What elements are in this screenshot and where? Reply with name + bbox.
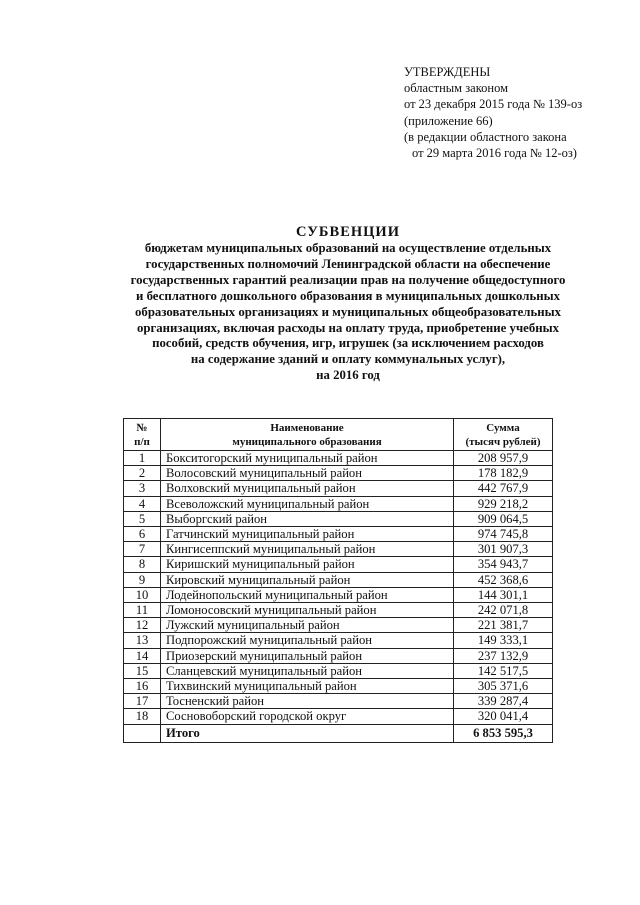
header-number bbox=[124, 419, 161, 451]
row-name: Сосновоборский городской округ bbox=[161, 709, 454, 724]
row-number: 2 bbox=[124, 466, 161, 481]
row-name: Кингисеппский муниципальный район bbox=[161, 542, 454, 557]
approval-stamp bbox=[404, 64, 582, 161]
table-row bbox=[124, 557, 553, 572]
subventions-table bbox=[123, 418, 553, 743]
row-number: 12 bbox=[124, 618, 161, 633]
row-name: Тихвинский муниципальный район bbox=[161, 679, 454, 694]
row-number: 4 bbox=[124, 496, 161, 511]
total-label: Итого bbox=[161, 724, 454, 742]
row-name: Кировский муниципальный район bbox=[161, 572, 454, 587]
title-line: бюджетам муниципальных образований на осуществление отдельных bbox=[144, 241, 552, 255]
row-sum: 974 745,8 bbox=[454, 527, 553, 542]
row-name: Тосненский район bbox=[161, 694, 454, 709]
row-number: 9 bbox=[124, 572, 161, 587]
row-number: 6 bbox=[124, 527, 161, 542]
row-number: 16 bbox=[124, 679, 161, 694]
row-sum: 142 517,5 bbox=[454, 663, 553, 678]
approval-law-line: областным законом bbox=[404, 81, 509, 96]
header-sum-line: (тысяч рублей) bbox=[465, 435, 541, 448]
row-sum: 452 368,6 bbox=[454, 572, 553, 587]
row-number: 17 bbox=[124, 694, 161, 709]
header-number-line: п/п bbox=[134, 435, 150, 448]
row-sum: 320 041,4 bbox=[454, 709, 553, 724]
table-row bbox=[124, 451, 553, 466]
row-name: Волосовский муниципальный район bbox=[161, 466, 454, 481]
row-number: 18 bbox=[124, 709, 161, 724]
row-number: 10 bbox=[124, 587, 161, 602]
header-sum bbox=[454, 419, 553, 451]
table-row bbox=[124, 633, 553, 648]
row-number: 14 bbox=[124, 648, 161, 663]
table-row bbox=[124, 694, 553, 709]
title-subtitle bbox=[80, 241, 616, 384]
table-row bbox=[124, 587, 553, 602]
row-name: Всеволожский муниципальный район bbox=[161, 496, 454, 511]
row-name: Волховский муниципальный район bbox=[161, 481, 454, 496]
row-sum: 242 071,8 bbox=[454, 603, 553, 618]
row-name: Сланцевский муниципальный район bbox=[161, 663, 454, 678]
row-sum: 354 943,7 bbox=[454, 557, 553, 572]
row-name: Приозерский муниципальный район bbox=[161, 648, 454, 663]
row-sum: 178 182,9 bbox=[454, 466, 553, 481]
row-sum: 301 907,3 bbox=[454, 542, 553, 557]
table-row bbox=[124, 481, 553, 496]
row-name: Лодейнопольский муниципальный район bbox=[161, 587, 454, 602]
row-number: 8 bbox=[124, 557, 161, 572]
approval-heading: УТВЕРЖДЕНЫ bbox=[404, 65, 491, 79]
table-row bbox=[124, 603, 553, 618]
approval-revision-line: (в редакции областного закона bbox=[404, 129, 567, 144]
table-header-row bbox=[124, 419, 553, 451]
header-number-line: № bbox=[136, 422, 148, 434]
approval-date-line: от 23 декабря 2015 года № 139-оз bbox=[404, 97, 583, 112]
approval-revision-date-line: от 29 марта 2016 года № 12-оз) bbox=[412, 146, 577, 161]
title-line: и бесплатного дошкольного образования в муниципальных дошкольных bbox=[136, 288, 560, 303]
row-number: 7 bbox=[124, 542, 161, 557]
row-sum: 237 132,9 bbox=[454, 648, 553, 663]
title-line: пособий, средств обучения, игр, игрушек (за исключением расходов bbox=[152, 336, 544, 351]
title-line: на 2016 год bbox=[316, 368, 380, 383]
table-row bbox=[124, 572, 553, 587]
table-row bbox=[124, 527, 553, 542]
row-name: Выборгский район bbox=[161, 511, 454, 526]
approval-appendix-line: (приложение 66) bbox=[404, 113, 493, 128]
title-line: государственных гарантий реализации прав на получение общедоступного bbox=[130, 272, 566, 287]
header-sum-line: Сумма bbox=[486, 422, 520, 434]
table-row bbox=[124, 663, 553, 678]
row-name: Бокситогорский муниципальный район bbox=[161, 451, 454, 466]
table-row bbox=[124, 496, 553, 511]
table-row bbox=[124, 648, 553, 663]
row-name: Ломоносовский муниципальный район bbox=[161, 603, 454, 618]
title-line: организациях, включая расходы на оплату труда, приобретение учебных bbox=[136, 320, 560, 335]
table-row bbox=[124, 679, 553, 694]
row-name: Подпорожский муниципальный район bbox=[161, 633, 454, 648]
header-name bbox=[161, 419, 454, 451]
table-row bbox=[124, 618, 553, 633]
row-number: 11 bbox=[124, 603, 161, 618]
row-number: 15 bbox=[124, 663, 161, 678]
table-row bbox=[124, 542, 553, 557]
row-sum: 929 218,2 bbox=[454, 496, 553, 511]
row-sum: 305 371,6 bbox=[454, 679, 553, 694]
title-main: СУБВЕНЦИИ bbox=[296, 224, 400, 240]
table-body bbox=[124, 451, 553, 743]
row-number: 13 bbox=[124, 633, 161, 648]
table-row bbox=[124, 466, 553, 481]
row-sum: 221 381,7 bbox=[454, 618, 553, 633]
row-number: 1 bbox=[124, 451, 161, 466]
row-sum: 149 333,1 bbox=[454, 633, 553, 648]
row-sum: 144 301,1 bbox=[454, 587, 553, 602]
title-line: государственных полномочий Ленинградской области на обеспечение bbox=[145, 256, 551, 271]
document-title bbox=[80, 223, 616, 384]
header-name-line: муниципального образования bbox=[232, 435, 382, 448]
title-line: образовательных организациях и муниципальных общеобразовательных bbox=[135, 304, 561, 319]
row-sum: 208 957,9 bbox=[454, 451, 553, 466]
table-row bbox=[124, 709, 553, 724]
row-number: 5 bbox=[124, 511, 161, 526]
total-number-cell bbox=[124, 724, 161, 742]
row-name: Гатчинский муниципальный район bbox=[161, 527, 454, 542]
row-sum: 339 287,4 bbox=[454, 694, 553, 709]
header-name-line: Наименование bbox=[270, 422, 344, 434]
row-number: 3 bbox=[124, 481, 161, 496]
row-name: Лужский муниципальный район bbox=[161, 618, 454, 633]
table-row bbox=[124, 511, 553, 526]
total-row bbox=[124, 724, 553, 742]
row-sum: 442 767,9 bbox=[454, 481, 553, 496]
total-sum: 6 853 595,3 bbox=[454, 724, 553, 742]
title-line: на содержание зданий и оплату коммунальных услуг), bbox=[190, 352, 506, 367]
row-sum: 909 064,5 bbox=[454, 511, 553, 526]
row-name: Киришский муниципальный район bbox=[161, 557, 454, 572]
